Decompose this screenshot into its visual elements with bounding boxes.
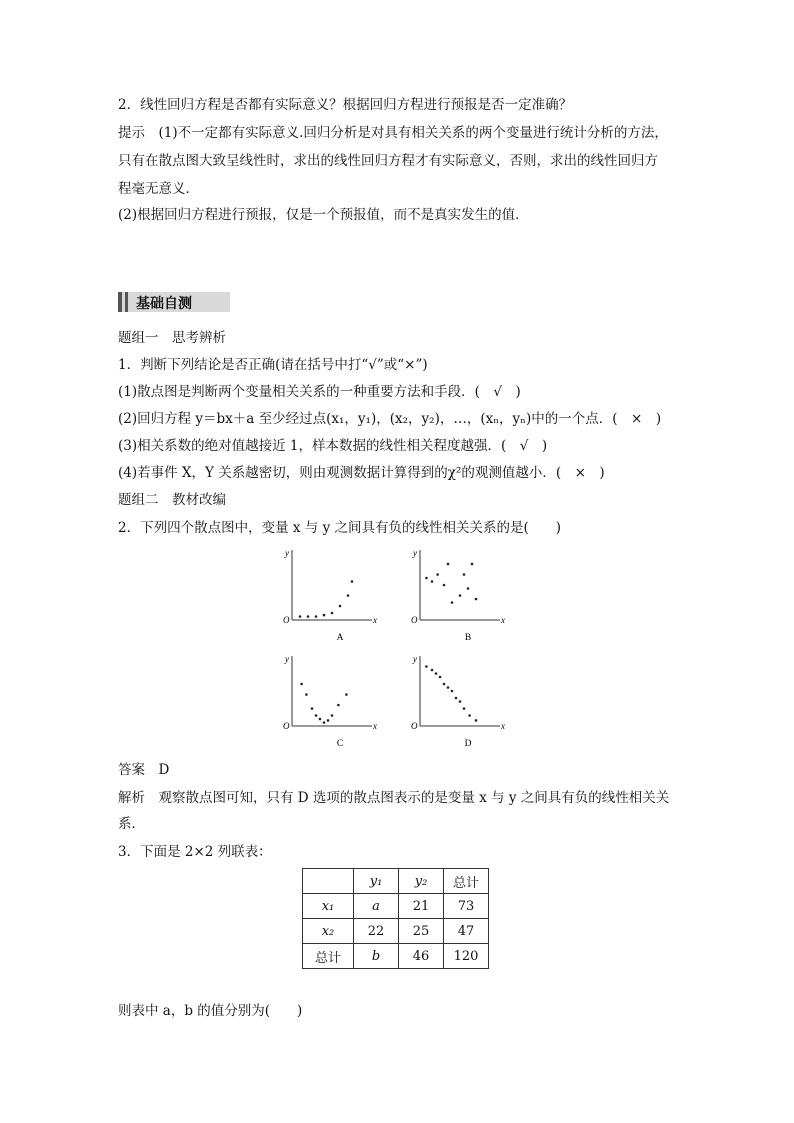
data-point <box>468 714 471 717</box>
data-point <box>425 665 428 668</box>
data-point <box>331 612 334 615</box>
q1-item-1: (1)散点图是判断两个变量相关关系的一种重要方法和手段．( √ ) <box>118 384 521 400</box>
data-point <box>305 693 308 696</box>
x-axis-label: x <box>501 721 505 731</box>
analysis-line-2: 系． <box>118 816 145 832</box>
table-cell: x₂ <box>303 919 354 944</box>
tip-line-3: 程毫无意义． <box>118 181 199 197</box>
q3-text: 3．下面是 2×2 列联表： <box>118 844 272 860</box>
q1-item-2: (2)回归方程 y＝bx＋a 至少经过点(x₁，y₁)，(x₂，y₂)，…，(xₙ，yₙ)中的一个点．( × ) <box>118 411 662 427</box>
scatter-plot-c <box>282 650 382 754</box>
origin-label: O <box>411 615 418 625</box>
data-point <box>447 563 450 566</box>
q2-prompt: 2．线性回归方程是否都有实际意义？根据回归方程进行预报是否一定准确？ <box>118 97 573 113</box>
data-point <box>463 707 466 710</box>
data-point <box>471 563 474 566</box>
data-point <box>467 587 470 590</box>
data-point <box>307 615 310 618</box>
contingency-table <box>302 868 489 969</box>
section-header <box>118 292 230 312</box>
panel-label: A <box>336 633 344 643</box>
data-point <box>327 719 330 722</box>
x-axis-label: x <box>373 721 377 731</box>
data-point <box>431 580 434 583</box>
q1-item-3: (3)相关系数的绝对值越接近 1，样本数据的线性相关程度越强．( √ ) <box>118 438 548 454</box>
table-cell: 22 <box>354 919 399 944</box>
q2-text: 2．下列四个散点图中，变量 x 与 y 之间具有负的线性相关关系的是( ) <box>118 520 562 536</box>
origin-label: O <box>283 615 290 625</box>
data-point <box>459 594 462 597</box>
group2-title: 题组二 教材改编 <box>118 492 226 508</box>
y-axis-label: y <box>285 548 289 558</box>
data-point <box>331 714 334 717</box>
origin-label: O <box>411 721 418 731</box>
header-bar-decoration <box>125 292 128 312</box>
data-point <box>345 693 348 696</box>
section-title: 基础自测 <box>136 296 192 312</box>
table-row <box>303 894 489 919</box>
data-point <box>475 719 478 722</box>
data-point <box>431 669 434 672</box>
data-point <box>323 721 326 724</box>
table-cell: x₁ <box>303 894 354 919</box>
origin-label: O <box>283 721 290 731</box>
header-bar-decoration <box>118 292 122 312</box>
table-cell: 73 <box>444 894 489 919</box>
data-point <box>443 683 446 686</box>
data-point <box>463 573 466 576</box>
data-point <box>439 676 442 679</box>
table-cell: 25 <box>399 919 444 944</box>
q1-text: 1．判断下列结论是否正确(请在括号中打“√”或“×”) <box>118 357 428 373</box>
data-point <box>315 615 318 618</box>
y-axis-label: y <box>413 548 417 558</box>
data-point <box>451 601 454 604</box>
scatter-plot-b <box>410 544 510 648</box>
analysis-line-1: 解析 观察散点图可知，只有 D 选项的散点图表示的是变量 x 与 y 之间具有负的线性相关关 <box>118 790 670 806</box>
panel-label: D <box>464 739 472 749</box>
data-point <box>451 690 454 693</box>
data-point <box>475 598 478 601</box>
tip-line-2: 只有在散点图大致呈线性时，求出的线性回归方程才有实际意义，否则，求出的线性回归方 <box>118 153 658 169</box>
data-point <box>425 577 428 580</box>
data-point <box>337 704 340 707</box>
data-point <box>443 584 446 587</box>
data-point <box>351 580 354 583</box>
data-point <box>315 714 318 717</box>
data-point <box>436 573 439 576</box>
table-cell: y₂ <box>399 869 444 894</box>
group1-title: 题组一 思考辨析 <box>118 330 226 346</box>
table-row <box>303 869 489 894</box>
tip-line-4: (2)根据回归方程进行预报，仅是一个预报值，而不是真实发生的值． <box>118 207 529 223</box>
tip-line-1: 提示 (1)不一定都有实际意义.回归分析是对具有相关关系的两个变量进行统计分析的方法， <box>118 125 668 141</box>
panel-label: C <box>336 739 344 749</box>
answer: 答案 D <box>118 762 170 778</box>
y-axis-label: y <box>285 654 289 664</box>
data-point <box>455 697 458 700</box>
table-cell: 21 <box>399 894 444 919</box>
data-point <box>447 686 450 689</box>
table-cell: 120 <box>444 944 489 969</box>
table-cell: 总计 <box>444 869 489 894</box>
data-point <box>339 605 342 608</box>
q3-followup: 则表中 a，b 的值分别为( ) <box>118 1003 303 1019</box>
table-cell: b <box>354 944 399 969</box>
table-cell <box>303 869 354 894</box>
q1-item-4: (4)若事件 X，Y 关系越密切，则由观测数据计算得到的χ²的观测值越小．( × ) <box>118 465 605 481</box>
table-row <box>303 919 489 944</box>
scatter-plot-a <box>282 544 382 648</box>
table-cell: a <box>354 894 399 919</box>
data-point <box>299 615 302 618</box>
data-point <box>300 683 303 686</box>
data-point <box>435 672 438 675</box>
data-point <box>319 718 322 721</box>
table-cell: 总计 <box>303 944 354 969</box>
table-cell: 46 <box>399 944 444 969</box>
data-point <box>347 594 350 597</box>
data-point <box>311 707 314 710</box>
scatter-plot-d <box>410 650 510 754</box>
table-row <box>303 944 489 969</box>
panel-label: B <box>464 633 472 643</box>
data-point <box>323 614 326 617</box>
table-cell: 47 <box>444 919 489 944</box>
y-axis-label: y <box>413 654 417 664</box>
table-cell: y₁ <box>354 869 399 894</box>
x-axis-label: x <box>501 615 505 625</box>
x-axis-label: x <box>373 615 377 625</box>
data-point <box>459 700 462 703</box>
